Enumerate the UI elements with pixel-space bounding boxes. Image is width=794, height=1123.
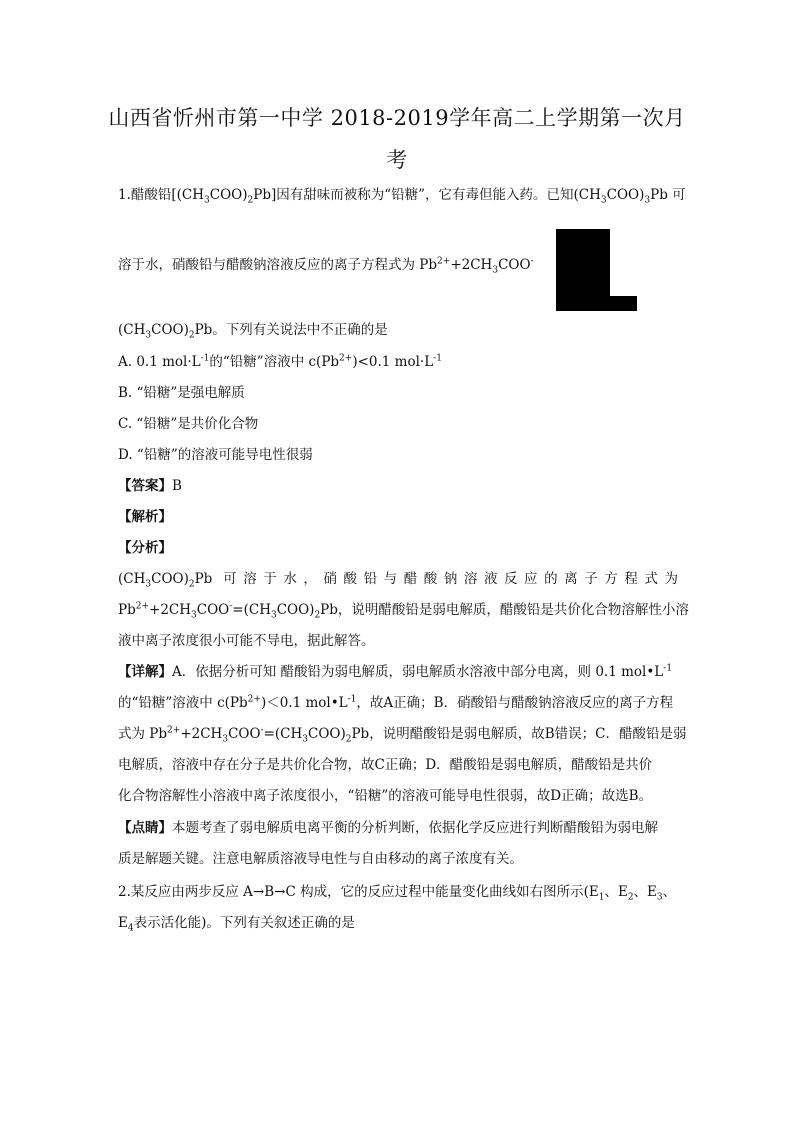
redacted-equation-image xyxy=(556,229,610,296)
q1-option-d: D. “铅糖”的溶液可能导电性很弱 xyxy=(118,447,313,463)
q1-detail-line4: 电解质，溶液中存在分子是共价化合物，故C正确；D．醋酸铅是弱电解质，醋酸铅是共价 xyxy=(118,757,653,773)
q1-detail-line2: 的“铅糖”溶液中 $c(Pb^{2+})<0.1$ $mol•L^{-1}$，故A正确；B．硝酸铅与醋酸钠溶液反应的离子方程 xyxy=(118,694,674,711)
q1-option-c: C. “铅糖”是共价化合物 xyxy=(118,416,259,432)
q1-option-b: B. “铅糖”是强电解质 xyxy=(118,385,245,401)
q1-option-a: A. 0.1 $mol\cdot L^{-1}$的“铅糖”溶液中 $c(Pb^{2+})<0.1$ $mol\cdot L^{-1}$ xyxy=(118,353,442,370)
q1-fenxi-line1: $(CH_3COO)_2Pb$ 可溶于水，硝酸铅与醋酸钠溶液反应的离子方程式为 xyxy=(118,571,678,590)
q1-stem-line3: $(CH_3COO)_2Pb$。下列有关说法中不正确的是 xyxy=(118,322,388,341)
q2-stem-line2: $E_4$表示活化能)。下列有关叙述正确的是 xyxy=(118,915,355,934)
q1-fenxi-label: 【分析】 xyxy=(118,540,172,556)
q1-answer: 【答案】B xyxy=(118,478,182,494)
q1-comment-line1: 【点睛】本题考查了弱电解质电离平衡的分析判断，依据化学反应进行判断醋酸铅为弱电解 xyxy=(118,820,658,836)
q1-stem-line1: 1.醋酸铅$[(CH_3COO)_2Pb]$因有甜味而被称为“铅糖”，它有毒但能入药。已知$(CH_3COO)_3Pb$ 可 xyxy=(118,187,686,206)
redacted-equation-image-tail xyxy=(556,296,637,311)
q1-detail-line5: 化合物溶解性小溶液中离子浓度很小，“铅糖”的溶液可能导电性很弱，故D正确；故选B。 xyxy=(118,788,653,804)
q1-detail-line1: 【详解】A．依据分析可知 醋酸铅为弱电解质，弱电解质水溶液中部分电离，则 0.1 $mol•L^{-1}$ xyxy=(118,663,673,680)
q1-fenxi-line3: 液中离子浓度很小可能不导电，据此解答。 xyxy=(118,633,375,649)
document-title-line2: 考 xyxy=(386,148,408,172)
document-title-line1: 山西省忻州市第一中学 2018-2019学年高二上学期第一次月 xyxy=(108,106,686,130)
q1-analysis-label: 【解析】 xyxy=(118,509,172,525)
q1-stem-line2: 溶于水，硝酸铅与醋酸钠溶液反应的离子方程式为 $Pb^{2+}+2CH_3COO^-$ xyxy=(118,256,534,276)
q1-comment-line2: 质是解题关键。注意电解质溶液导电性与自由移动的离子浓度有关。 xyxy=(118,851,523,867)
q1-detail-line3: 式为 $Pb^{2+}+2CH_3COO^-=(CH_3COO)_2Pb$，说明醋酸铅是弱电解质，故B错误；C．醋酸铅是弱 xyxy=(118,725,687,745)
q1-fenxi-line2: $Pb^{2+}+2CH_3COO^-=(CH_3COO)_2Pb$，说明醋酸铅是弱电解质，醋酸铅是共价化合物溶解性小溶 xyxy=(118,601,689,621)
q2-stem-line1: 2.某反应由两步反应 A→B→C 构成，它的反应过程中能量变化曲线如右图所示($E_1$、$E_2$、$E_3$、 xyxy=(118,884,677,903)
